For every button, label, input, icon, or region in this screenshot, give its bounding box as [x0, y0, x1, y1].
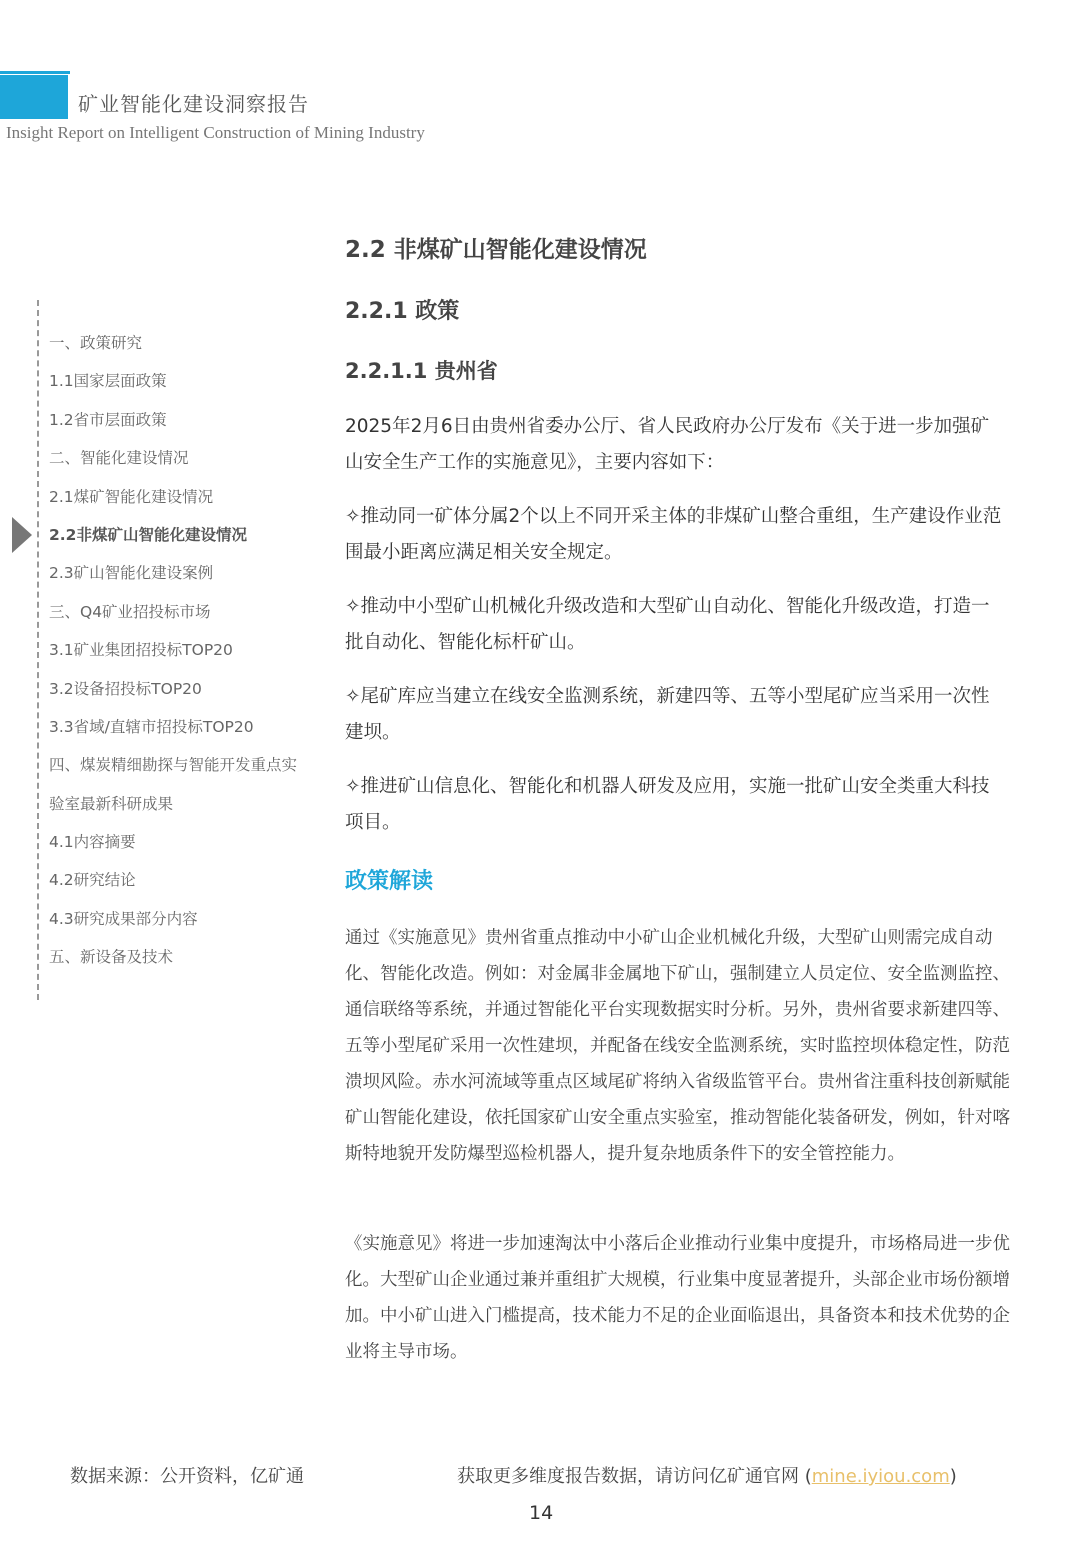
data-source-note: 数据来源：公开资料，亿矿通: [70, 1466, 304, 1487]
section-title: 2.2 非煤矿山智能化建设情况: [345, 237, 647, 263]
toc-item[interactable]: 三、Q4矿业招投标市场: [49, 602, 211, 621]
toc-item[interactable]: 验室最新科研成果: [49, 794, 174, 813]
interpretation-heading: 政策解读: [345, 869, 434, 894]
toc-item[interactable]: 3.1矿业集团招投标TOP20: [49, 641, 233, 660]
interpretation-paragraph: 《实施意见》将进一步加速淘汰中小落后企业推动行业集中度提升，市场格局进一步优化。大型矿山企业通过兼并重组扩大规模，行业集中度显著提升，头部企业市场份额增加。中小矿山进入门槛提高，技术能力不足的企业面临退出，具备资本和技术优势的企业将主导市场。: [345, 1234, 1010, 1362]
toc-item[interactable]: 2.1煤矿智能化建设情况: [49, 487, 214, 506]
policy-bullet: ✧推进矿山信息化、智能化和机器人研发及应用，实施一批矿山安全类重大科技项目。: [345, 776, 990, 833]
report-subtitle: Insight Report on Intelligent Construction of Mining Industry: [6, 123, 425, 142]
toc-item[interactable]: 4.2研究结论: [49, 871, 136, 890]
toc-item[interactable]: 2.3矿山智能化建设案例: [49, 564, 214, 583]
toc-item[interactable]: 4.1内容摘要: [49, 833, 136, 852]
toc-item[interactable]: 3.3省域/直辖市招投标TOP20: [49, 717, 254, 736]
current-section-arrow-icon: [12, 517, 32, 553]
website-link[interactable]: mine.iyiou.com: [811, 1466, 950, 1487]
interpretation-paragraph: 通过《实施意见》贵州省重点推动中小矿山企业机械化升级，大型矿山则需完成自动化、智能化改造。例如：对金属非金属地下矿山，强制建立人员定位、安全监测监控、通信联络等系统，并通过智能化平台实现数据实时分析。另外，贵州省要求新建四等、五等小型尾矿采用一次性建坝，并配备在线安全监测系统，实时监控坝体稳定性，防范溃坝风险。赤水河流域等重点区域尾矿将纳入省级监管平台。贵州省注重科技创新赋能矿山智能化建设，依托国家矿山安全重点实验室，推动智能化装备研发，例如，针对喀斯特地貌开发防爆型巡检机器人，提升复杂地质条件下的安全管控能力。: [345, 928, 1010, 1164]
toc-item[interactable]: 3.2设备招投标TOP20: [49, 679, 202, 698]
toc-item[interactable]: 1.1国家层面政策: [49, 372, 167, 391]
intro-paragraph: 2025年2月6日由贵州省委办公厅、省人民政府办公厅发布《关于进一步加强矿山安全生产工作的实施意见》，主要内容如下：: [345, 416, 990, 473]
cta-suffix: ): [949, 1466, 957, 1487]
policy-bullet: ✧推动中小型矿山机械化升级改造和大型矿山自动化、智能化升级改造，打造一批自动化、智能化标杆矿山。: [345, 596, 990, 653]
subsubsection-title: 2.2.1.1 贵州省: [345, 359, 498, 383]
report-title: 矿业智能化建设洞察报告: [78, 92, 309, 116]
toc-divider: [37, 300, 39, 1000]
toc-item[interactable]: 四、煤炭精细勘探与智能开发重点实: [49, 756, 298, 775]
subsection-title: 2.2.1 政策: [345, 299, 460, 324]
header-accent-block: [0, 75, 68, 119]
policy-bullet: ✧推动同一矿体分属2个以上不同开采主体的非煤矿山整合重组，生产建设作业范围最小距离应满足相关安全规定。: [345, 506, 1002, 563]
toc-item[interactable]: 一、政策研究: [49, 334, 143, 352]
cta-text: 获取更多维度报告数据，请访问亿矿通官网 (: [457, 1466, 812, 1487]
policy-bullet: ✧尾矿库应当建立在线安全监测系统，新建四等、五等小型尾矿应当采用一次性建坝。: [345, 686, 990, 743]
toc-item[interactable]: 二、智能化建设情况: [49, 449, 189, 468]
toc-item[interactable]: 4.3研究成果部分内容: [49, 909, 198, 928]
table-of-contents: [49, 330, 324, 983]
page-number: 14: [529, 1502, 554, 1524]
header-accent-line: [0, 71, 70, 74]
toc-item-active[interactable]: 2.2非煤矿山智能化建设情况: [49, 525, 247, 544]
toc-item[interactable]: 五、新设备及技术: [49, 948, 174, 967]
website-cta: [457, 1462, 957, 1488]
toc-item[interactable]: 1.2省市层面政策: [49, 410, 167, 429]
